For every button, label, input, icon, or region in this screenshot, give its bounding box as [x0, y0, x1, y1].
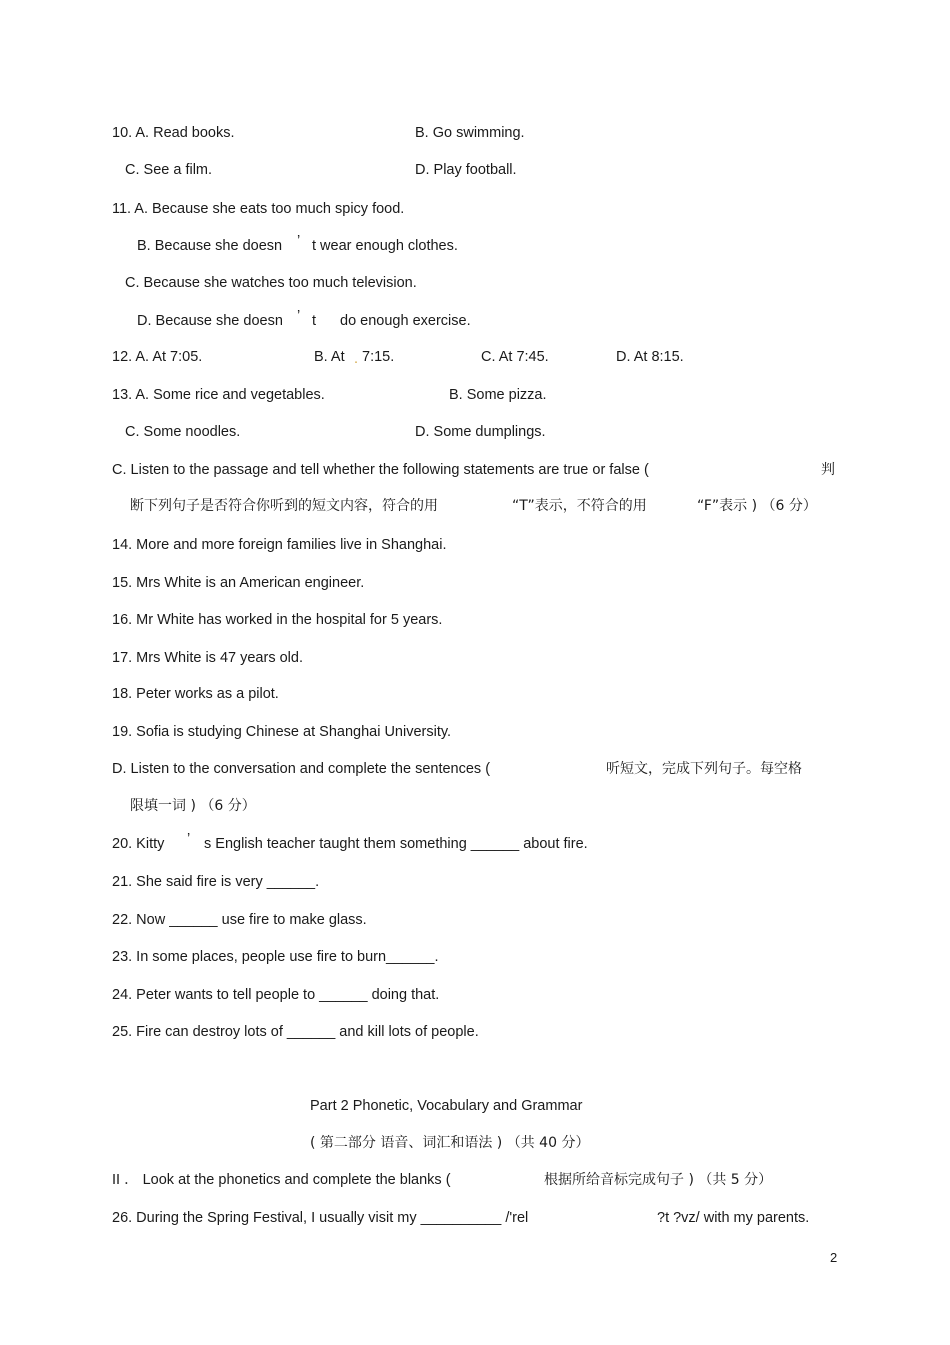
section-d-heading-cn-end: 听短文，完成下列句子。每空格 — [606, 761, 802, 777]
section-ii-heading: II ． Look at the phonetics and complete the blanks ( — [112, 1172, 451, 1188]
q13-option-b: B. Some pizza. — [449, 387, 547, 403]
sentence-24: 24. Peter wants to tell people to ______ doing that. — [112, 987, 440, 1003]
sentence-22: 22. Now ______ use fire to make glass. — [112, 912, 367, 928]
statement-16: 16. Mr White has worked in the hospital for 5 years. — [112, 612, 443, 628]
q11-option-b-apostrophe: ’ — [297, 233, 301, 249]
q13-option-c: C. Some noodles. — [125, 424, 241, 440]
q26-part2: ?t ?vz/ with my parents. — [657, 1210, 810, 1226]
q12-option-c: C. At 7:45. — [481, 349, 549, 365]
section-c-heading-cn-end: 判 — [821, 462, 835, 478]
q26-part1: 26. During the Spring Festival, I usually visit my __________ /'rel — [112, 1210, 529, 1226]
section-c-true-mark: “T”表示，不符合的用 — [512, 498, 647, 514]
q12-option-a: 12. A. At 7:05. — [112, 349, 203, 365]
q11-option-b-part2: t wear enough clothes. — [312, 238, 458, 254]
q11-option-d-apostrophe: ’ — [297, 308, 301, 324]
q11-option-d-part2: t — [312, 313, 317, 329]
q12-option-b-part1: B. At — [314, 349, 345, 365]
q12-option-b-dot: . — [354, 351, 359, 367]
part2-subtitle: ( 第二部分 语音、词汇和语法 ) （共 40 分） — [310, 1135, 590, 1151]
q12-option-d: D. At 8:15. — [616, 349, 684, 365]
q13-option-a: 13. A. Some rice and vegetables. — [112, 387, 325, 403]
section-c-heading: C. Listen to the passage and tell whether the following statements are true or false ( — [112, 462, 649, 478]
q11-option-c: C. Because she watches too much television. — [125, 275, 417, 291]
sentence-25: 25. Fire can destroy lots of ______ and kill lots of people. — [112, 1024, 479, 1040]
statement-17: 17. Mrs White is 47 years old. — [112, 650, 303, 666]
statement-19: 19. Sofia is studying Chinese at Shanghai University. — [112, 724, 452, 740]
sentence-23: 23. In some places, people use fire to burn______. — [112, 949, 439, 965]
statement-14: 14. More and more foreign families live in Shanghai. — [112, 537, 447, 553]
q11-option-a: 11. A. Because she eats too much spicy food. — [112, 201, 405, 217]
sentence-21: 21. She said fire is very ______. — [112, 874, 320, 890]
q11-option-d-part1: D. Because she doesn — [137, 313, 283, 329]
statement-18: 18. Peter works as a pilot. — [112, 686, 279, 702]
statement-15: 15. Mrs White is an American engineer. — [112, 575, 365, 591]
q11-option-d-part3: do enough exercise. — [340, 313, 471, 329]
q10-option-b: B. Go swimming. — [415, 125, 525, 141]
q10-option-d: D. Play football. — [415, 162, 517, 178]
section-d-heading: D. Listen to the conversation and complete the sentences ( — [112, 761, 491, 777]
section-c-false-mark: “F”表示 ) （6 分） — [697, 498, 817, 514]
section-c-instruction-cn: 断下列句子是否符合你听到的短文内容，符合的用 — [130, 498, 438, 514]
q11-option-b-part1: B. Because she doesn — [137, 238, 283, 254]
q20-part1: 20. Kitty — [112, 836, 165, 852]
q20-part2: s English teacher taught them something ______ about fire. — [204, 836, 588, 852]
q10-option-c: C. See a film. — [125, 162, 213, 178]
q20-apostrophe: ’ — [187, 831, 191, 847]
section-d-instruction-cn: 限填一词 ) （6 分） — [130, 798, 256, 814]
section-ii-heading-cn: 根据所给音标完成句子 ) （共 5 分） — [544, 1172, 773, 1188]
page-number: 2 — [830, 1250, 838, 1265]
q13-option-d: D. Some dumplings. — [415, 424, 546, 440]
q10-option-a: 10. A. Read books. — [112, 125, 235, 141]
q12-option-b-part2: 7:15. — [362, 349, 395, 365]
part2-title: Part 2 Phonetic, Vocabulary and Grammar — [310, 1098, 583, 1114]
